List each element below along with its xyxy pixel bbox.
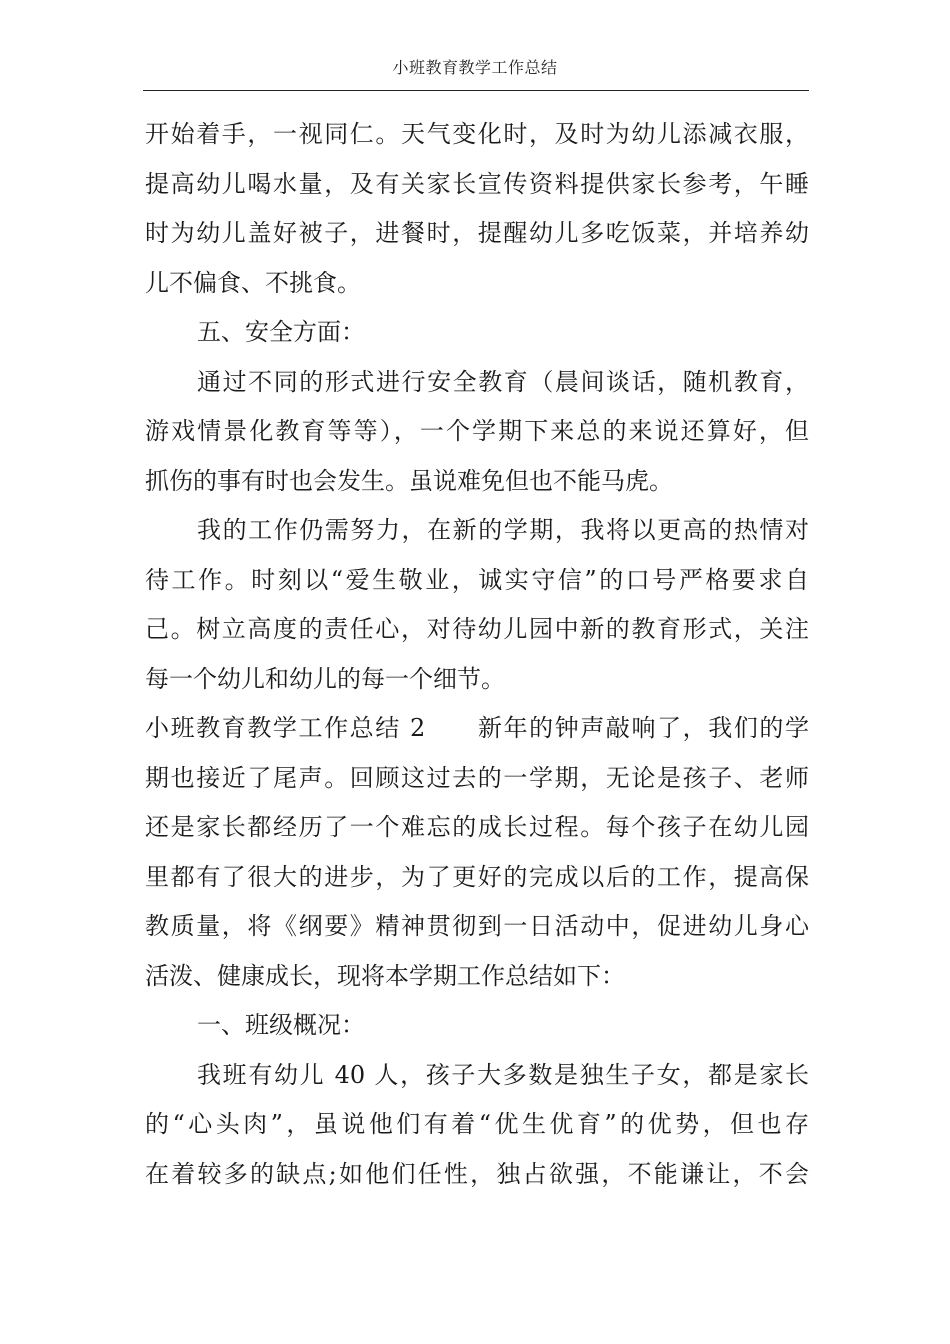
paragraph-line: 每一个幼儿和幼儿的每一个细节。 (145, 664, 505, 693)
page-header-title: 小班教育教学工作总结 (392, 58, 558, 77)
paragraph-line: 游戏情景化教育等等），一个学期下来总的来说还算好，但 (145, 417, 809, 445)
paragraph-line: 教质量，将《纲要》精神贯彻到一日活动中，促进幼儿身心 (145, 912, 809, 940)
paragraph-line: 里都有了很大的进步，为了更好的完成以后的工作，提高保 (145, 862, 809, 891)
paragraph-line: 己。树立高度的责任心，对待幼儿园中新的教育形式，关注 (145, 615, 809, 643)
paragraph-line: 儿不偏食、不挑食。 (145, 268, 361, 297)
document-body (145, 110, 809, 1199)
paragraph-line: 时为幼儿盖好被子，进餐时，提醒幼儿多吃饭菜，并培养幼 (145, 219, 809, 247)
paragraph-line: 我的工作仍需努力，在新的学期，我将以更高的热情对 (197, 516, 809, 544)
paragraph-line: 提高幼儿喝水量，及有关家长宣传资料提供家长参考，午睡 (145, 169, 809, 198)
paragraph-line: 期也接近了尾声。回顾这过去的一学期，无论是孩子、老师 (145, 763, 809, 792)
paragraph-line: 抓伤的事有时也会发生。虽说难免但也不能马虎。 (145, 466, 673, 495)
paragraph-line: 待工作。时刻以“爱生敬业，诚实守信”的口号严格要求自 (145, 565, 809, 594)
paragraph-line: 开始着手，一视同仁。天气变化时，及时为幼儿添减衣服， (145, 120, 809, 148)
paragraph-line: 通过不同的形式进行安全教育（晨间谈话，随机教育， (197, 367, 809, 396)
section-heading: 五、安全方面： (197, 318, 365, 346)
paragraph-line: 活泼、健康成长，现将本学期工作总结如下： (145, 961, 625, 990)
header-divider (143, 90, 809, 91)
paragraph-line: 小班教育教学工作总结 2 新年的钟声敲响了，我们的学 (145, 714, 809, 742)
paragraph-line: 的“心头肉”，虽说他们有着“优生优育”的优势，但也存 (145, 1110, 809, 1138)
paragraph-line: 我班有幼儿 40 人，孩子大多数是独生子女，都是家长 (197, 1060, 809, 1089)
paragraph-line: 在着较多的缺点;如他们任性，独占欲强，不能谦让，不会 (145, 1159, 809, 1188)
paragraph-line: 还是家长都经历了一个难忘的成长过程。每个孩子在幼儿园 (145, 813, 809, 841)
section-heading: 一、班级概况： (197, 1011, 365, 1039)
